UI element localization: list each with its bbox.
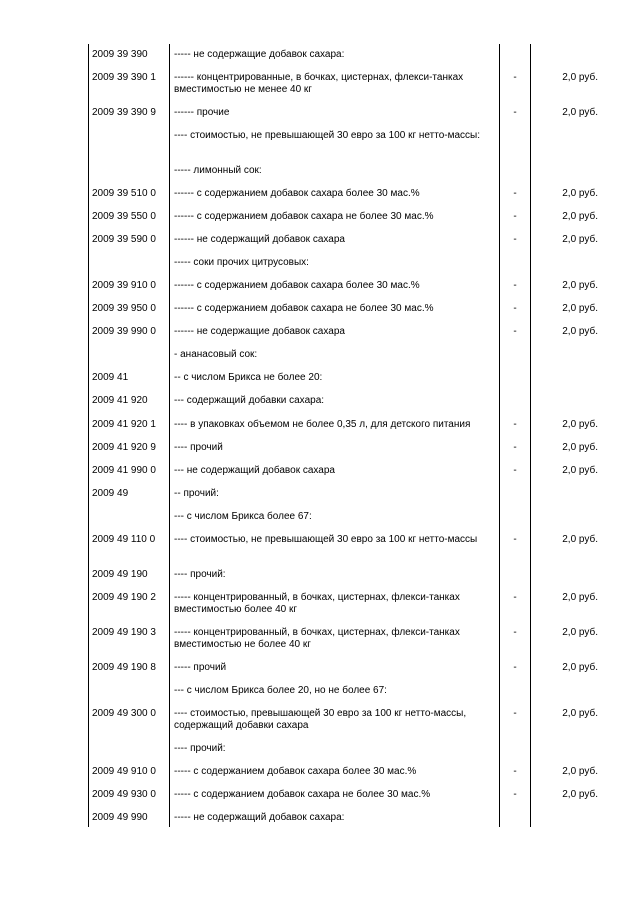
duty-rate-text: 2,0 руб.	[562, 107, 598, 118]
unit-cell	[500, 252, 531, 275]
duty-rate-text: 2,0 руб.	[562, 662, 598, 673]
table-row	[89, 437, 602, 460]
duty-rate-cell	[531, 160, 602, 183]
description-cell	[170, 784, 500, 807]
duty-rate-text: 2,0 руб.	[562, 234, 598, 245]
duty-rate-cell	[531, 344, 602, 367]
tariff-code-text: 2009 49 990	[92, 812, 148, 823]
unit-cell	[500, 298, 531, 321]
description-text: --- не содержащий добавок сахара	[174, 465, 335, 476]
tariff-code-cell	[89, 390, 170, 414]
description-text: ----- прочий	[174, 662, 227, 673]
tariff-code-cell	[89, 229, 170, 252]
duty-rate-cell	[531, 437, 602, 460]
unit-text	[500, 390, 530, 395]
table-row	[89, 275, 602, 298]
unit-text	[500, 738, 530, 743]
description-cell	[170, 414, 500, 437]
description-cell	[170, 206, 500, 229]
unit-cell	[500, 483, 531, 506]
tariff-code-text: 2009 49	[92, 488, 129, 499]
description-cell	[170, 437, 500, 460]
duty-rate-cell	[531, 703, 602, 738]
unit-cell	[500, 102, 531, 125]
tariff-code-cell	[89, 564, 170, 587]
description-text: ------ концентрированные, в бочках, цистернах, флекси-танках вместимостью не менее 40 кг	[174, 72, 464, 95]
unit-text: -	[513, 708, 517, 719]
description-cell	[170, 390, 500, 414]
duty-rate-text: 2,0 руб.	[562, 188, 598, 199]
description-text: ---- стоимостью, не превышающей 30 евро за 100 кг нетто-массы	[174, 534, 478, 545]
duty-rate-cell	[531, 367, 602, 390]
description-cell	[170, 587, 500, 622]
tariff-code-cell	[89, 622, 170, 657]
unit-text: -	[513, 789, 517, 800]
description-text: ---- в упаковках объемом не более 0,35 л, для детского питания	[174, 419, 471, 430]
unit-text: -	[513, 627, 517, 638]
description-cell	[170, 44, 500, 67]
tariff-code-text	[92, 252, 169, 257]
table-row	[89, 160, 602, 183]
table-row	[89, 483, 602, 506]
tariff-code-cell	[89, 437, 170, 460]
tariff-code-text: 2009 49 300 0	[92, 708, 156, 719]
tariff-code-cell	[89, 252, 170, 275]
description-cell	[170, 807, 500, 827]
description-cell	[170, 275, 500, 298]
duty-rate-text	[531, 390, 598, 395]
description-cell	[170, 102, 500, 125]
tariff-code-text: 2009 49 930 0	[92, 789, 156, 800]
unit-cell	[500, 67, 531, 102]
description-text: ---- прочий	[174, 442, 223, 453]
duty-rate-cell	[531, 564, 602, 587]
unit-cell	[500, 761, 531, 784]
table-row	[89, 367, 602, 390]
description-cell	[170, 680, 500, 703]
duty-rate-cell	[531, 125, 602, 160]
unit-cell	[500, 367, 531, 390]
unit-cell	[500, 564, 531, 587]
description-text: ------ с содержанием добавок сахара более 30 мас.%	[174, 188, 420, 199]
duty-rate-text: 2,0 руб.	[562, 72, 598, 83]
duty-rate-cell	[531, 321, 602, 344]
table-row	[89, 460, 602, 483]
unit-cell	[500, 657, 531, 680]
description-text: -- с числом Брикса не более 20:	[174, 372, 323, 383]
description-cell	[170, 252, 500, 275]
duty-rate-cell	[531, 67, 602, 102]
duty-rate-text: 2,0 руб.	[562, 789, 598, 800]
tariff-code-text	[92, 344, 169, 349]
description-text: ------ прочие	[174, 107, 230, 118]
tariff-code-cell	[89, 703, 170, 738]
tariff-code-text: 2009 49 910 0	[92, 766, 156, 777]
duty-rate-cell	[531, 784, 602, 807]
duty-rate-text: 2,0 руб.	[562, 442, 598, 453]
duty-rate-cell	[531, 298, 602, 321]
duty-rate-text: 2,0 руб.	[562, 534, 598, 545]
description-text: ----- с содержанием добавок сахара более 30 мас.%	[174, 766, 417, 777]
duty-rate-text	[531, 483, 598, 488]
tariff-code-cell	[89, 367, 170, 390]
unit-text: -	[513, 419, 517, 430]
description-cell	[170, 125, 500, 160]
tariff-code-text	[92, 738, 169, 743]
unit-text: -	[513, 326, 517, 337]
description-cell	[170, 564, 500, 587]
description-cell	[170, 67, 500, 102]
unit-cell	[500, 229, 531, 252]
duty-rate-cell	[531, 483, 602, 506]
description-text: ----- с содержанием добавок сахара не более 30 мас.%	[174, 789, 431, 800]
tariff-code-text	[92, 680, 169, 685]
duty-rate-cell	[531, 680, 602, 703]
tariff-code-cell	[89, 738, 170, 761]
duty-rate-cell	[531, 460, 602, 483]
tariff-code-text: 2009 49 190 8	[92, 662, 156, 673]
unit-text: -	[513, 107, 517, 118]
description-cell	[170, 321, 500, 344]
tariff-code-text	[92, 160, 169, 165]
tariff-code-text: 2009 49 190 2	[92, 592, 156, 603]
table-row	[89, 102, 602, 125]
unit-text: -	[513, 234, 517, 245]
unit-cell	[500, 44, 531, 67]
table-row	[89, 44, 602, 67]
unit-text	[500, 344, 530, 349]
table-row	[89, 564, 602, 587]
tariff-code-cell	[89, 483, 170, 506]
tariff-code-text: 2009 39 950 0	[92, 303, 156, 314]
duty-rate-text: 2,0 руб.	[562, 708, 598, 719]
duty-rate-cell	[531, 390, 602, 414]
duty-rate-text	[531, 506, 598, 511]
duty-rate-text: 2,0 руб.	[562, 627, 598, 638]
description-cell	[170, 738, 500, 761]
table-row	[89, 183, 602, 206]
tariff-code-text: 2009 39 990 0	[92, 326, 156, 337]
description-cell	[170, 529, 500, 564]
unit-cell	[500, 275, 531, 298]
unit-cell	[500, 784, 531, 807]
tariff-code-cell	[89, 206, 170, 229]
description-cell	[170, 761, 500, 784]
duty-rate-cell	[531, 206, 602, 229]
duty-rate-cell	[531, 414, 602, 437]
duty-rate-text	[531, 44, 598, 49]
unit-cell	[500, 807, 531, 827]
duty-rate-text: 2,0 руб.	[562, 465, 598, 476]
description-cell	[170, 367, 500, 390]
table-row	[89, 344, 602, 367]
duty-rate-cell	[531, 102, 602, 125]
unit-cell	[500, 529, 531, 564]
duty-rate-cell	[531, 183, 602, 206]
description-text: -- прочий:	[174, 488, 219, 499]
tariff-code-cell	[89, 506, 170, 529]
tariff-code-cell	[89, 67, 170, 102]
description-cell	[170, 160, 500, 183]
tariff-code-text	[92, 506, 169, 511]
description-text: ------ с содержанием добавок сахара более 30 мас.%	[174, 280, 420, 291]
duty-rate-text	[531, 344, 598, 349]
duty-rate-cell	[531, 761, 602, 784]
description-cell	[170, 460, 500, 483]
description-cell	[170, 483, 500, 506]
unit-text	[500, 44, 530, 49]
unit-text: -	[513, 280, 517, 291]
unit-text	[500, 125, 530, 130]
table-row	[89, 229, 602, 252]
unit-cell	[500, 414, 531, 437]
duty-rate-text	[531, 564, 598, 569]
duty-rate-cell	[531, 275, 602, 298]
description-text: ---- стоимостью, превышающей 30 евро за 100 кг нетто-массы, содержащий добавки сахара	[174, 708, 467, 731]
tariff-table-body	[89, 44, 602, 827]
tariff-code-text: 2009 39 910 0	[92, 280, 156, 291]
tariff-code-text: 2009 39 390	[92, 49, 148, 60]
duty-rate-text	[531, 125, 598, 130]
table-row	[89, 206, 602, 229]
tariff-code-cell	[89, 102, 170, 125]
duty-rate-cell	[531, 587, 602, 622]
tariff-code-text: 2009 39 390 9	[92, 107, 156, 118]
unit-cell	[500, 703, 531, 738]
duty-rate-text	[531, 160, 598, 165]
description-text: ----- концентрированный, в бочках, цистернах, флекси-танках вместимостью более 40 кг	[174, 592, 460, 615]
description-text: --- с числом Брикса более 67:	[174, 511, 312, 522]
unit-text	[500, 160, 530, 165]
table-row	[89, 703, 602, 738]
duty-rate-text	[531, 807, 599, 812]
tariff-code-text	[92, 125, 169, 130]
tariff-code-cell	[89, 44, 170, 67]
tariff-code-text: 2009 39 390 1	[92, 72, 156, 83]
unit-cell	[500, 437, 531, 460]
tariff-code-cell	[89, 784, 170, 807]
tariff-code-text: 2009 41 920 1	[92, 419, 156, 430]
duty-rate-cell	[531, 506, 602, 529]
description-text: - ананасовый сок:	[174, 349, 258, 360]
unit-cell	[500, 460, 531, 483]
unit-text: -	[513, 442, 517, 453]
description-text: ----- лимонный сок:	[174, 165, 262, 176]
tariff-code-text: 2009 41 920 9	[92, 442, 156, 453]
unit-text: -	[513, 592, 517, 603]
table-row	[89, 784, 602, 807]
unit-text	[500, 483, 530, 488]
duty-rate-text: 2,0 руб.	[562, 326, 598, 337]
duty-rate-text: 2,0 руб.	[562, 592, 598, 603]
description-cell	[170, 229, 500, 252]
table-row	[89, 67, 602, 102]
tariff-code-cell	[89, 275, 170, 298]
duty-rate-cell	[531, 622, 602, 657]
duty-rate-text	[531, 738, 598, 743]
unit-cell	[500, 125, 531, 160]
tariff-code-cell	[89, 587, 170, 622]
tariff-code-cell	[89, 298, 170, 321]
table-row	[89, 680, 602, 703]
unit-text: -	[513, 662, 517, 673]
unit-text: -	[513, 303, 517, 314]
unit-text	[500, 506, 530, 511]
unit-cell	[500, 506, 531, 529]
duty-rate-text	[531, 367, 598, 372]
tariff-code-cell	[89, 344, 170, 367]
description-text: ----- концентрированный, в бочках, цистернах, флекси-танках вместимостью не более 40 кг	[174, 627, 460, 650]
duty-rate-cell	[531, 657, 602, 680]
tariff-code-text: 2009 39 510 0	[92, 188, 156, 199]
duty-rate-text: 2,0 руб.	[562, 766, 598, 777]
tariff-code-cell	[89, 529, 170, 564]
description-cell	[170, 622, 500, 657]
unit-text: -	[513, 211, 517, 222]
tariff-code-cell	[89, 657, 170, 680]
tariff-code-cell	[89, 414, 170, 437]
description-text: ---- прочий:	[174, 569, 226, 580]
tariff-code-text: 2009 49 110 0	[92, 534, 156, 545]
duty-rate-text: 2,0 руб.	[562, 419, 598, 430]
duty-rate-text: 2,0 руб.	[562, 280, 598, 291]
tariff-code-cell	[89, 680, 170, 703]
description-cell	[170, 183, 500, 206]
tariff-code-cell	[89, 125, 170, 160]
unit-text	[500, 680, 530, 685]
description-cell	[170, 344, 500, 367]
unit-text	[500, 807, 530, 812]
tariff-code-cell	[89, 160, 170, 183]
tariff-code-cell	[89, 761, 170, 784]
tariff-code-text: 2009 41 920	[92, 395, 148, 406]
duty-rate-cell	[531, 738, 602, 761]
tariff-code-text: 2009 49 190	[92, 569, 148, 580]
unit-cell	[500, 183, 531, 206]
tariff-code-cell	[89, 321, 170, 344]
unit-text: -	[513, 766, 517, 777]
unit-cell	[500, 390, 531, 414]
table-row	[89, 807, 602, 827]
unit-cell	[500, 160, 531, 183]
description-text: ------ с содержанием добавок сахара не более 30 мас.%	[174, 303, 434, 314]
table-row	[89, 414, 602, 437]
tariff-code-cell	[89, 460, 170, 483]
unit-cell	[500, 738, 531, 761]
unit-cell	[500, 622, 531, 657]
duty-rate-text: 2,0 руб.	[562, 303, 598, 314]
table-row	[89, 321, 602, 344]
description-text: ----- соки прочих цитрусовых:	[174, 257, 309, 268]
description-text: --- с числом Брикса более 20, но не более 67:	[174, 685, 387, 696]
table-row	[89, 529, 602, 564]
description-text: ---- стоимостью, не превышающей 30 евро за 100 кг нетто-массы:	[174, 130, 480, 141]
unit-cell	[500, 206, 531, 229]
description-text: --- содержащий добавки сахара:	[174, 395, 325, 406]
table-row	[89, 390, 602, 414]
table-row	[89, 298, 602, 321]
unit-text: -	[513, 465, 517, 476]
tariff-code-cell	[89, 183, 170, 206]
tariff-code-text: 2009 49 190 3	[92, 627, 156, 638]
tariff-code-cell	[89, 807, 170, 827]
description-text: ------ не содержащие добавок сахара	[174, 326, 345, 337]
duty-rate-text	[531, 252, 598, 257]
unit-text	[500, 252, 530, 257]
duty-rate-cell	[531, 529, 602, 564]
tariff-table	[88, 44, 602, 827]
unit-text: -	[513, 534, 517, 545]
description-text: ------ с содержанием добавок сахара не более 30 мас.%	[174, 211, 434, 222]
unit-cell	[500, 344, 531, 367]
table-row	[89, 622, 602, 657]
unit-cell	[500, 680, 531, 703]
unit-text: -	[513, 188, 517, 199]
description-text: ----- не содержащие добавок сахара:	[174, 49, 345, 60]
description-text: ----- не содержащий добавок сахара:	[174, 812, 345, 823]
description-text: ------ не содержащий добавок сахара	[174, 234, 345, 245]
tariff-code-text: 2009 39 550 0	[92, 211, 156, 222]
tariff-code-text: 2009 39 590 0	[92, 234, 156, 245]
duty-rate-text	[531, 680, 598, 685]
tariff-code-text: 2009 41 990 0	[92, 465, 156, 476]
unit-text	[500, 367, 530, 372]
unit-text: -	[513, 72, 517, 83]
description-cell	[170, 506, 500, 529]
table-row	[89, 761, 602, 784]
table-row	[89, 252, 602, 275]
unit-cell	[500, 321, 531, 344]
table-row	[89, 587, 602, 622]
tariff-code-text: 2009 41	[92, 372, 129, 383]
table-row	[89, 506, 602, 529]
unit-cell	[500, 587, 531, 622]
unit-text	[500, 564, 530, 569]
description-cell	[170, 657, 500, 680]
table-row	[89, 738, 602, 761]
table-row	[89, 125, 602, 160]
duty-rate-cell	[531, 807, 602, 827]
description-text: ---- прочий:	[174, 743, 226, 754]
table-row	[89, 657, 602, 680]
duty-rate-text: 2,0 руб.	[562, 211, 598, 222]
duty-rate-cell	[531, 252, 602, 275]
description-cell	[170, 703, 500, 738]
duty-rate-cell	[531, 229, 602, 252]
description-cell	[170, 298, 500, 321]
duty-rate-cell	[531, 44, 602, 67]
